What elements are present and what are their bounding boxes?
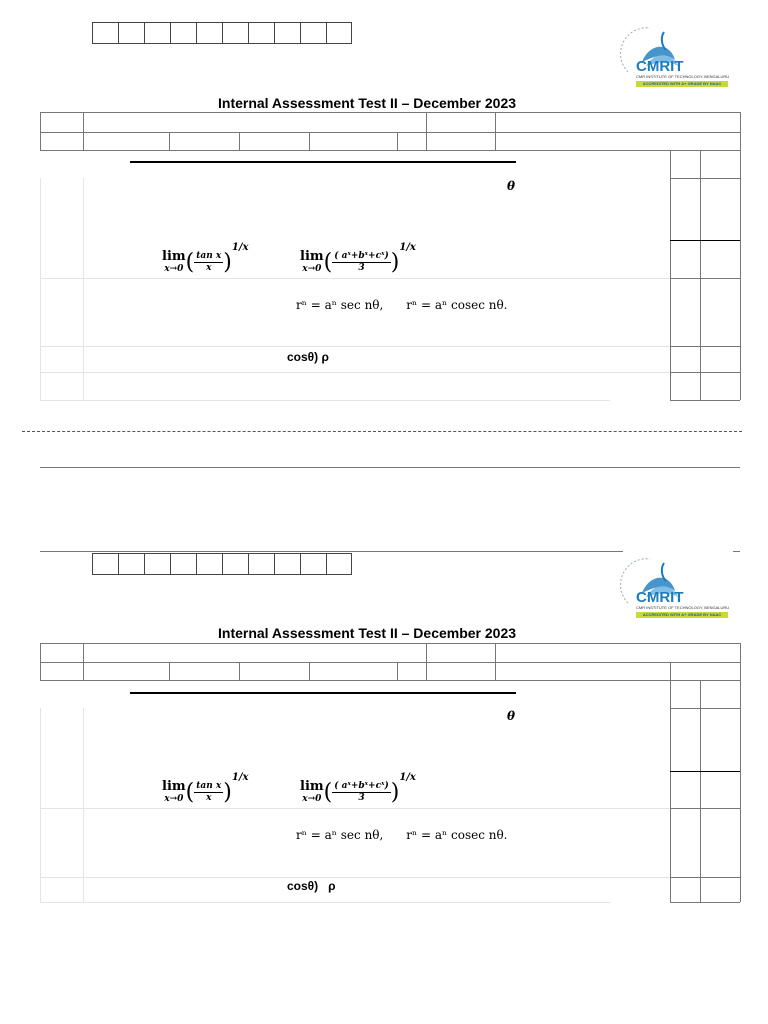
usn-box[interactable] (222, 22, 248, 44)
usn-box[interactable] (118, 22, 144, 44)
usn-box[interactable] (170, 22, 196, 44)
usn-box[interactable] (248, 553, 274, 575)
limit-expression-1: lim x→0 ( $\frac{\text{tan x}}{x}$ )$^{1/x}$ (162, 242, 249, 275)
usn-box[interactable] (326, 553, 352, 575)
polar-curves: rⁿ = aⁿ sec nθ, rⁿ = aⁿ cosec nθ. (296, 828, 508, 842)
divider (40, 551, 623, 552)
usn-box[interactable] (274, 22, 300, 44)
cos-rho-text: cosθ) ρ (287, 350, 329, 364)
usn-box[interactable] (92, 553, 118, 575)
test-title: Internal Assessment Test II – December 2023 (218, 625, 517, 641)
usn-box[interactable] (144, 553, 170, 575)
theta-symbol: θ (507, 179, 516, 193)
usn-boxes[interactable] (92, 22, 352, 44)
test-title: Internal Assessment Test II – December 2023 (218, 95, 517, 111)
divider (40, 467, 740, 468)
limit-expression-2: lim x→0 ( $\frac{\text{( aˣ+bˣ+cˣ)}}{3}$ )$^{1/x}$ (300, 772, 416, 805)
polar-curves: rⁿ = aⁿ sec nθ, rⁿ = aⁿ cosec nθ. (296, 298, 508, 312)
usn-box[interactable] (118, 553, 144, 575)
usn-box[interactable] (144, 22, 170, 44)
usn-box[interactable] (326, 22, 352, 44)
usn-box[interactable] (274, 553, 300, 575)
logo-name: CMRIT (636, 589, 684, 606)
logo-accreditation: ACCREDITED WITH A+ GRADE BY NAAC (636, 612, 728, 618)
usn-box[interactable] (300, 553, 326, 575)
logo-name: CMRIT (636, 58, 684, 75)
cmrit-logo (620, 22, 740, 92)
cmrit-logo (620, 553, 740, 623)
logo-accreditation: ACCREDITED WITH A+ GRADE BY NAAC (636, 81, 728, 87)
usn-box[interactable] (196, 22, 222, 44)
divider (733, 551, 740, 552)
usn-box[interactable] (248, 22, 274, 44)
theta-symbol: θ (507, 709, 516, 723)
usn-box[interactable] (222, 553, 248, 575)
usn-box[interactable] (196, 553, 222, 575)
usn-box[interactable] (170, 553, 196, 575)
cut-line (22, 431, 742, 432)
logo-tagline: CMR INSTITUTE OF TECHNOLOGY, BENGALURU (636, 605, 730, 610)
logo-tagline: CMR INSTITUTE OF TECHNOLOGY, BENGALURU (636, 74, 730, 79)
usn-boxes[interactable] (92, 553, 352, 575)
usn-box[interactable] (92, 22, 118, 44)
usn-box[interactable] (300, 22, 326, 44)
limit-expression-2: lim x→0 ( $\frac{\text{( aˣ+bˣ+cˣ)}}{3}$ )$^{1/x}$ (300, 242, 416, 275)
limit-expression-1: lim x→0 ( $\frac{\text{tan x}}{x}$ )$^{1/x}$ (162, 772, 249, 805)
cos-rho-text: cosθ) ρ (287, 879, 336, 893)
